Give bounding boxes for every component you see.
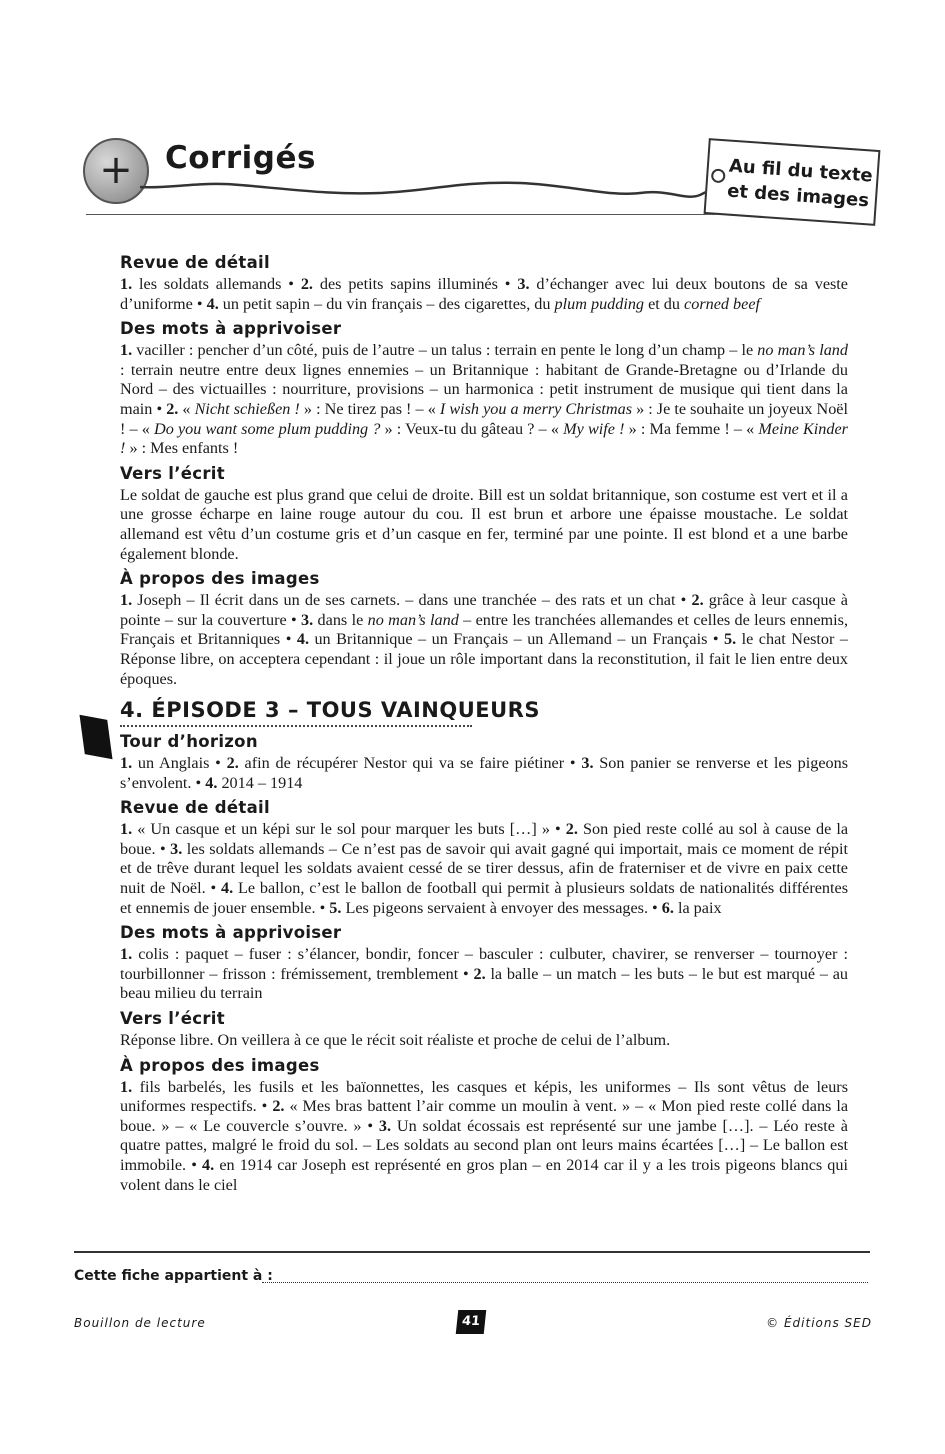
text-run: « Mes bras battent l’air comme un moulin à vent. » – « Mon pied reste collé dans la boue. » – « Le couvercle s’ouvre. » • (120, 1097, 848, 1135)
italic-term: I wish you a merry Christmas (439, 399, 632, 418)
page-title: Corrigés (165, 140, 316, 176)
text-run: Joseph – Il écrit dans un de ses carnets. – dans une tranchée – des rats et un chat • (132, 591, 692, 610)
text-run: » : Je te souhaite un joyeux Noël ! – « (120, 399, 848, 438)
text-run: des petits sapins illuminés • (312, 275, 518, 293)
section (120, 1055, 848, 1196)
section-tag (704, 138, 881, 226)
part-2-sections (120, 731, 848, 1195)
section-heading: Vers l’écrit (120, 463, 225, 483)
section (120, 731, 848, 793)
item-number: 4. (296, 630, 309, 649)
text-run: « (178, 399, 195, 418)
text-run: » : Veux-tu du gâteau ? – « (380, 419, 564, 438)
text-run: fils barbelés, les fusils et les baïonnettes, les casques et képis, les uniformes – Ils sont vêtus de leurs uniformes respectifs. • (120, 1077, 848, 1116)
italic-term: Do you want some plum pudding ? (154, 419, 381, 438)
section-heading: Des mots à apprivoiser (120, 923, 342, 943)
section-text (120, 945, 848, 1004)
italic-term: no man’s land (367, 610, 459, 629)
item-number: 4. (206, 294, 219, 313)
section-heading: Revue de détail (120, 798, 270, 818)
italic-term: corned beef (684, 294, 761, 313)
item-number: 4. (221, 879, 234, 898)
text-run: d’échanger avec lui deux boutons de sa veste d’uniforme • (120, 275, 848, 313)
text-run: Les pigeons servaient à envoyer des messages. • (341, 898, 662, 917)
text-run: en 1914 car Joseph est représenté en gros plan – en 2014 car il y a les trois pigeons blancs qui volent dans le ciel (120, 1156, 848, 1194)
footer-publisher: © Éditions SED (766, 1316, 872, 1330)
section-text (120, 591, 848, 689)
section-heading: À propos des images (120, 569, 320, 589)
text-run: Le soldat de gauche est plus grand que celui de droite. Bill est un soldat britannique, son costume est vert et il a une grosse écharpe en laine rouge autour du cou. Il est brun et arbore une épaisse moustache. Le soldat allemand est vêtu d’un costume gris et d’un casque en fer, terminé par une pointe. Il est blond et a une barbe également blonde. (120, 485, 848, 563)
text-run: – entre les tranchées allemandes et celles de leurs ennemis, Français et Britanniques • (120, 610, 848, 649)
item-number: 1. (120, 1077, 133, 1096)
text-run: un Anglais • (132, 754, 227, 773)
text-run: Un soldat écossais est représenté sur une jambe […]. – Léo reste à quatre pattes, malgré le froid du sol. – Les soldats au second plan ont leurs mains écartées […] – Le ballon est immobile. • (120, 1116, 848, 1174)
wavy-rope-decoration (140, 175, 715, 205)
section (120, 1008, 848, 1051)
text-run: Réponse libre. On veillera à ce que le récit soit réaliste et proche de celui de l’album. (120, 1031, 671, 1050)
corrections-content (120, 252, 848, 1199)
footer-series-title: Bouillon de lecture (74, 1316, 206, 1330)
text-run: afin de récupérer Nestor qui va se faire piétiner • (238, 754, 582, 773)
section (120, 568, 848, 689)
item-number: 1. (120, 275, 133, 293)
item-number: 2. (691, 591, 704, 610)
text-run: dans le (313, 610, 368, 629)
item-number: 1. (120, 591, 133, 610)
text-run: et du (644, 294, 685, 313)
text-run: 2014 – 1914 (217, 773, 303, 792)
text-run: la balle – un match – les buts – le but est marqué – au beau milieu du terrain (120, 964, 849, 1003)
section (120, 318, 848, 459)
italic-term: Meine Kinder ! (120, 419, 848, 458)
section (120, 797, 848, 918)
tag-line-2: et des images (726, 180, 870, 212)
tag-hole-icon (711, 168, 726, 183)
section (120, 252, 848, 314)
plus-badge-icon: + (83, 138, 149, 204)
text-run: Le ballon, c’est le ballon de football qui permit à plusieurs soldats de nationalités différentes et ennemis de jouer ensemble. • (120, 879, 848, 917)
item-number: 2. (565, 820, 578, 839)
text-run: » : Mes enfants ! (125, 439, 239, 458)
section (120, 463, 848, 564)
text-run: » : Ma femme ! – « (624, 419, 759, 438)
text-run: les soldats allemands • (132, 275, 301, 293)
italic-term: Nicht schießen ! (194, 399, 300, 418)
section-heading: Tour d’horizon (120, 732, 258, 752)
text-run: Son pied reste collé au sol à cause de la boue. • (120, 820, 849, 858)
text-run: colis : paquet – fuser : s’élancer, bondir, foncer – basculer : culbuter, chavirer, se renverser – tournoyer : tourbillonner – frisson : frémissement, tremblement • (120, 945, 848, 983)
item-number: 3. (378, 1116, 392, 1135)
item-number: 2. (226, 754, 239, 773)
text-run: un petit sapin – du vin français – des cigarettes, du (218, 294, 555, 313)
section-heading: Des mots à apprivoiser (120, 319, 342, 339)
italic-term: My wife ! (563, 419, 625, 438)
item-number: 1. (120, 341, 133, 360)
text-run: les soldats allemands – Ce n’est pas de savoir qui avait gagné qui importait, mais ce moment de répit et de trêve durant lequel les soldats avaient cessé de se tirer dessus, afin de fraterniser et de vivre en paix cette nuit de Noël. • (120, 839, 848, 898)
section-text (120, 820, 848, 918)
tag-line-1: Au fil du texte (728, 155, 874, 187)
item-number: 3. (517, 275, 530, 293)
item-number: 2. (166, 399, 179, 418)
section-text (120, 341, 848, 459)
item-number: 4. (205, 773, 218, 792)
section-heading: Revue de détail (120, 253, 270, 272)
item-number: 5. (329, 898, 342, 917)
italic-term: no man’s land (757, 341, 848, 360)
text-run: vaciller : pencher d’un côté, puis de l’autre – un talus : terrain en pente le long d’un champ – le (132, 341, 758, 360)
episode-dotted-rule (120, 725, 472, 727)
item-number: 3. (301, 610, 314, 629)
episode-marker-icon (79, 715, 112, 759)
text-run: Son panier se renverse et les pigeons s’envolent. • (120, 754, 848, 792)
owner-name-line (262, 1282, 868, 1283)
section-heading: À propos des images (120, 1055, 320, 1075)
item-number: 2. (300, 275, 313, 293)
section-text (120, 1031, 848, 1051)
text-run: un Britannique – un Français – un Allemand – un Français • (308, 630, 725, 649)
text-run: » : Ne tirez pas ! – « (299, 399, 440, 418)
item-number: 6. (661, 898, 674, 917)
text-run: la paix (673, 898, 722, 917)
item-number: 4. (202, 1156, 215, 1174)
page-number: 41 (456, 1310, 487, 1334)
item-number: 2. (272, 1097, 285, 1116)
item-number: 1. (120, 945, 133, 964)
part-1-sections (120, 252, 848, 689)
item-number: 1. (120, 820, 133, 839)
text-run: : terrain neutre entre deux lignes ennemies – un Britannique : habitant de Grande-Bretagne ou d’Irlande du Nord – des victuailles : nourriture, provisions – un harmonica : petit instrument de musique qui tient dans la main • (120, 360, 848, 418)
section-text (120, 486, 848, 564)
episode-title: 4. ÉPISODE 3 – TOUS VAINQUEURS (120, 698, 540, 723)
italic-term: plum pudding (554, 294, 645, 313)
section (120, 922, 848, 1004)
text-run: grâce à leur casque à pointe – sur la couverture • (120, 591, 848, 629)
text-run: « Un casque et un képi sur le sol pour marquer les buts […] » • (132, 820, 566, 839)
footer-rule (74, 1251, 870, 1253)
section-text (120, 754, 848, 793)
section-text (120, 275, 848, 314)
text-run: le chat Nestor – Réponse libre, on acceptera cependant : il joue un rôle important dans la reconstitution, il fait le lien entre deux époques. (120, 630, 848, 688)
item-number: 3. (581, 754, 594, 773)
item-number: 3. (170, 839, 183, 858)
owner-label: Cette fiche appartient à : (74, 1268, 273, 1284)
section-heading: Vers l’écrit (120, 1009, 225, 1029)
item-number: 5. (724, 630, 737, 649)
episode-heading (120, 695, 848, 727)
item-number: 1. (120, 754, 133, 773)
item-number: 2. (473, 964, 486, 983)
section-text (120, 1078, 848, 1196)
